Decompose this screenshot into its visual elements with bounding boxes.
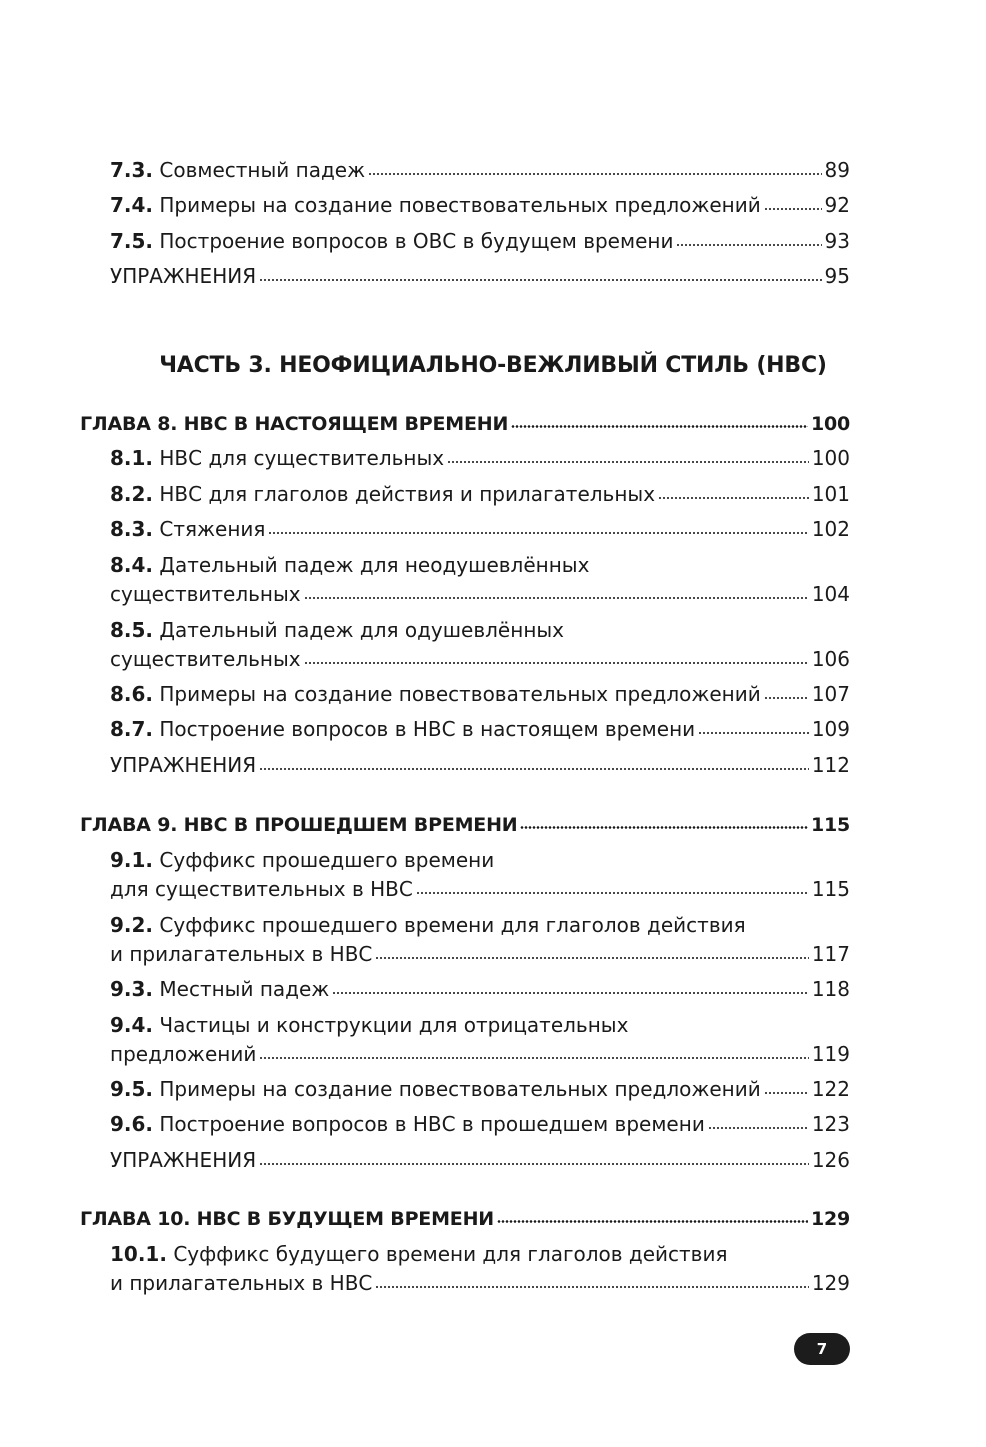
entry-number: 8.2. — [110, 482, 154, 506]
dot-leader — [698, 732, 809, 734]
entry-number: 9.6. — [110, 1112, 154, 1136]
entry-page: 123 — [811, 1112, 850, 1136]
part-title: ЧАСТЬ 3. НЕОФИЦИАЛЬНО-ВЕЖЛИВЫЙ СТИЛЬ (НВС) — [159, 353, 827, 378]
entry-number: 7.4. — [110, 193, 154, 217]
entry-title: УПРАЖНЕНИЯ — [110, 264, 257, 288]
entry-page: 129 — [811, 1271, 850, 1295]
chapter-page: 129 — [810, 1208, 850, 1230]
entry-page: 117 — [811, 942, 850, 966]
dot-leader — [304, 597, 809, 599]
entry-title-cont: предложений — [110, 1042, 257, 1066]
entry-page: 95 — [824, 264, 850, 288]
chapter-title: ГЛАВА 10. НВС В БУДУЩЕМ ВРЕМЕНИ — [80, 1208, 494, 1230]
toc-entry-exercises-7[interactable] — [110, 264, 850, 288]
entry-page: 106 — [811, 647, 850, 671]
entry-number: 9.4. — [110, 1013, 154, 1037]
dot-leader — [259, 279, 821, 281]
toc-chapter-10[interactable] — [80, 1207, 850, 1231]
entry-page: 126 — [811, 1148, 850, 1172]
entry-page: 101 — [811, 482, 850, 506]
entry-page: 93 — [824, 229, 850, 253]
entry-number: 7.3. — [110, 158, 154, 182]
entry-page: 115 — [811, 877, 850, 901]
toc-entry-9-4-line1[interactable] — [110, 1013, 850, 1037]
entry-title: Построение вопросов в НВС в прошедшем времени — [159, 1112, 705, 1136]
dot-leader — [259, 1057, 808, 1059]
chapter-title: ГЛАВА 9. НВС В ПРОШЕДШЕМ ВРЕМЕНИ — [80, 814, 518, 836]
toc-entry-9-1-line1[interactable] — [110, 848, 850, 872]
dot-leader — [304, 662, 809, 664]
entry-number: 9.3. — [110, 977, 154, 1001]
entry-page: 119 — [811, 1042, 850, 1066]
toc-entry-9-6[interactable] — [110, 1112, 850, 1136]
dot-leader — [259, 1163, 809, 1165]
dot-leader — [332, 992, 809, 994]
toc-chapter-8[interactable] — [80, 412, 850, 436]
toc-chapter-9[interactable] — [80, 813, 850, 837]
entry-title: НВС для глаголов действия и прилагательных — [159, 482, 656, 506]
dot-leader — [511, 425, 808, 428]
entry-number: 10.1. — [110, 1242, 167, 1266]
toc-entry-9-2-line1[interactable] — [110, 913, 850, 937]
toc-entry-8-5-line1[interactable] — [110, 618, 850, 642]
toc-entry-8-2[interactable] — [110, 482, 850, 506]
dot-leader — [658, 497, 809, 499]
entry-title-cont: и прилагательных в НВС — [110, 942, 373, 966]
entry-page: 102 — [811, 517, 850, 541]
toc-entry-8-4-line2[interactable] — [110, 582, 850, 606]
dot-leader — [676, 244, 821, 246]
entry-number: 7.5. — [110, 229, 154, 253]
entry-title: Суффикс будущего времени для глаголов действия — [173, 1242, 728, 1266]
toc-entry-7-5[interactable] — [110, 229, 850, 253]
entry-title-cont: существительных — [110, 582, 301, 606]
entry-title: Совместный падеж — [159, 158, 366, 182]
page-number-badge: 7 — [794, 1333, 850, 1365]
entry-page: 100 — [811, 446, 850, 470]
toc-entry-9-1-line2[interactable] — [110, 877, 850, 901]
toc-entry-10-1-line2[interactable] — [110, 1271, 850, 1295]
toc-entry-9-4-line2[interactable] — [110, 1042, 850, 1066]
entry-title: Стяжения — [159, 517, 266, 541]
toc-entry-7-3[interactable] — [110, 158, 850, 182]
entry-title: Дательный падеж для неодушевлённых — [159, 553, 590, 577]
toc-entry-8-4-line1[interactable] — [110, 553, 850, 577]
toc-entry-9-3[interactable] — [110, 977, 850, 1001]
toc-entry-8-7[interactable] — [110, 717, 850, 741]
chapter-title: ГЛАВА 8. НВС В НАСТОЯЩЕМ ВРЕМЕНИ — [80, 413, 509, 435]
entry-number: 8.3. — [110, 517, 154, 541]
entry-page: 104 — [811, 582, 850, 606]
entry-title: Примеры на создание повествовательных предложений — [159, 193, 761, 217]
toc-entry-8-6[interactable] — [110, 682, 850, 706]
toc-entry-exercises-8[interactable] — [110, 753, 850, 777]
entry-title: Суффикс прошедшего времени для глаголов действия — [159, 913, 746, 937]
entry-title: Построение вопросов в НВС в настоящем времени — [159, 717, 696, 741]
entry-title: Суффикс прошедшего времени — [159, 848, 495, 872]
entry-number: 9.5. — [110, 1077, 154, 1101]
entry-title: Частицы и конструкции для отрицательных — [159, 1013, 629, 1037]
dot-leader — [268, 532, 808, 534]
entry-page: 89 — [824, 158, 850, 182]
dot-leader — [259, 768, 809, 770]
chapter-page: 100 — [810, 413, 850, 435]
chapter-page: 115 — [810, 814, 850, 836]
dot-leader — [520, 826, 807, 829]
entry-number: 9.2. — [110, 913, 154, 937]
entry-title: Примеры на создание повествовательных предложений — [159, 1077, 761, 1101]
entry-title: Дательный падеж для одушевлённых — [159, 618, 565, 642]
entry-number: 8.7. — [110, 717, 154, 741]
dot-leader — [708, 1127, 809, 1129]
toc-entry-8-3[interactable] — [110, 517, 850, 541]
entry-page: 92 — [824, 193, 850, 217]
entry-title-cont: существительных — [110, 647, 301, 671]
toc-entry-9-2-line2[interactable] — [110, 942, 850, 966]
entry-title-cont: и прилагательных в НВС — [110, 1271, 373, 1295]
toc-entry-9-5[interactable] — [110, 1077, 850, 1101]
dot-leader — [764, 1092, 809, 1094]
entry-title: Примеры на создание повествовательных предложений — [159, 682, 761, 706]
dot-leader — [497, 1220, 808, 1223]
entry-number: 8.4. — [110, 553, 154, 577]
dot-leader — [416, 892, 809, 894]
entry-number: 9.1. — [110, 848, 154, 872]
dot-leader — [447, 461, 809, 463]
dot-leader — [764, 697, 809, 699]
entry-title: НВС для существительных — [159, 446, 445, 470]
entry-page: 107 — [811, 682, 850, 706]
entry-page: 109 — [811, 717, 850, 741]
toc-entry-7-4[interactable] — [110, 193, 850, 217]
entry-title: УПРАЖНЕНИЯ — [110, 1148, 257, 1172]
entry-title: УПРАЖНЕНИЯ — [110, 753, 257, 777]
entry-page: 118 — [811, 977, 850, 1001]
entry-title: Построение вопросов в ОВС в будущем времени — [159, 229, 674, 253]
dot-leader — [375, 1286, 808, 1288]
toc-entry-exercises-9[interactable] — [110, 1148, 850, 1172]
dot-leader — [375, 957, 808, 959]
entry-page: 112 — [811, 753, 850, 777]
entry-page: 122 — [811, 1077, 850, 1101]
dot-leader — [368, 173, 821, 175]
entry-number: 8.6. — [110, 682, 154, 706]
entry-number: 8.5. — [110, 618, 154, 642]
toc-entry-10-1-line1[interactable] — [110, 1242, 850, 1266]
toc-entry-8-5-line2[interactable] — [110, 647, 850, 671]
dot-leader — [764, 208, 822, 210]
entry-number: 8.1. — [110, 446, 154, 470]
entry-title: Местный падеж — [159, 977, 330, 1001]
toc-entry-8-1[interactable] — [110, 446, 850, 470]
entry-title-cont: для существительных в НВС — [110, 877, 413, 901]
